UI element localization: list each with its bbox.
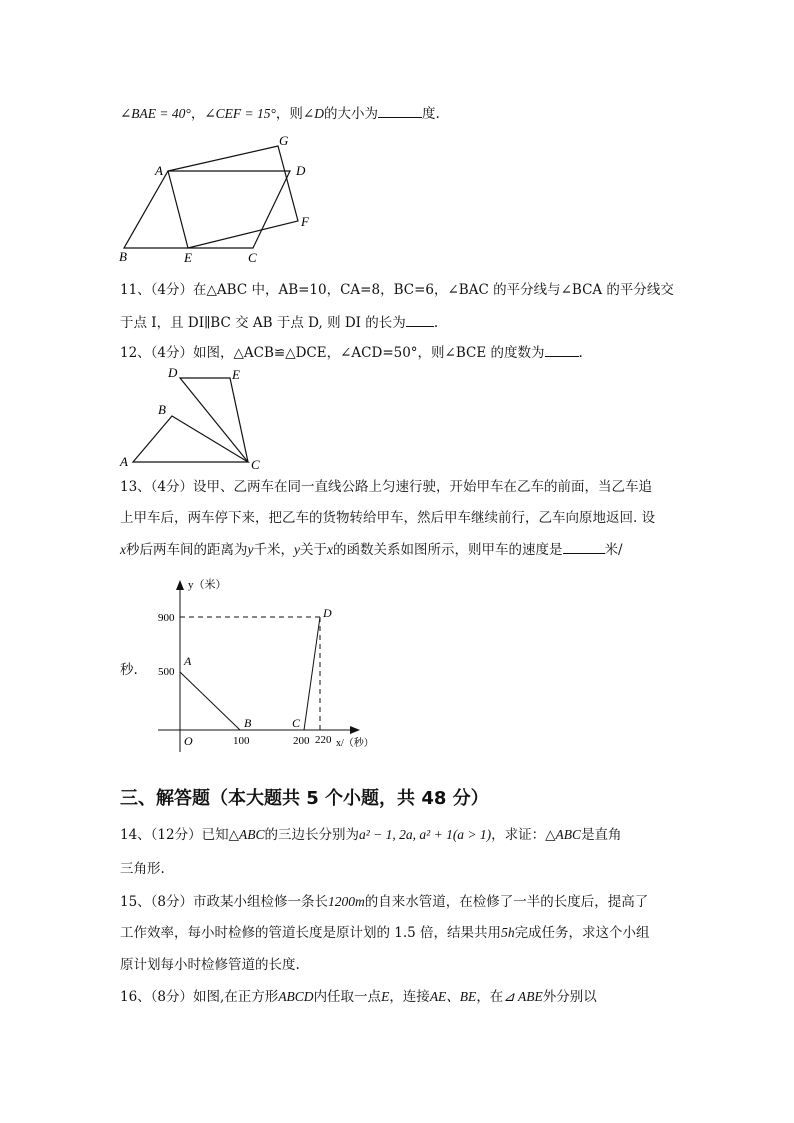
q13-l3-e: 米/ — [604, 542, 623, 558]
q12-label-e: E — [232, 367, 240, 382]
q16-segments: AE、BE — [429, 989, 477, 1004]
q10-unit: 度. — [421, 106, 440, 122]
q13-point-a: A — [184, 654, 192, 668]
q13-l3-b: 千米， — [253, 542, 294, 558]
q10-label-f: F — [301, 214, 309, 229]
q16-l1-g: ，在 — [476, 989, 504, 1005]
q13-l3-c: 关于 — [300, 542, 327, 558]
q13-y-arrow — [176, 580, 184, 590]
q12-label-d: D — [168, 365, 178, 380]
q13-segment-ab — [180, 672, 240, 730]
q16-square: ABCD — [278, 989, 314, 1004]
q14-l1-c: 的三边长分别为 — [264, 827, 359, 843]
q10-sep: ， — [190, 106, 205, 122]
q16-triangle: ⊿ ABE — [503, 989, 543, 1004]
q10-angle-bae: ∠BAE = 40° — [120, 106, 191, 121]
q11-period: . — [433, 315, 439, 331]
q15-line-2 — [120, 924, 650, 942]
q11-line-1: 11、（4分）在△ABC 中，AB=10，CA=8，BC=6，∠BAC 的平分线与∠BCA 的平分线交 — [120, 282, 674, 298]
q13-point-d: D — [323, 606, 332, 620]
q14-triangle-2: △ABC — [545, 827, 582, 842]
q14-side-lengths: a² − 1, 2a, a² + 1(a > 1) — [359, 827, 492, 842]
q11-line-2-text: 于点 I，且 DI∥BC 交 AB 于点 D, 则 DI 的长为 — [120, 315, 406, 331]
q13-var-x2: x — [327, 542, 333, 557]
q15-hours: 5h — [501, 925, 515, 940]
q13-ytick-900: 900 — [158, 612, 175, 624]
q13-point-c: C — [292, 716, 301, 730]
q14-l1-e: ，求证： — [491, 827, 546, 843]
q10-label-e: E — [184, 250, 192, 265]
q13-line-2: 上甲车后，两车停下来，把乙车的货物转给甲车，然后甲车继续前行，乙车向原地返回. 设 — [120, 510, 656, 526]
q10-label-a: A — [155, 163, 163, 178]
q15-l1-a: 15、（8分）市政某小组检修一条长 — [120, 894, 329, 910]
q13-origin: O — [184, 734, 193, 748]
q10-label-b: B — [119, 249, 127, 264]
q14-l1-a: 14、（12分）已知 — [120, 827, 229, 843]
q14-line-1 — [120, 826, 622, 844]
q10-angle-d: ∠D — [302, 106, 324, 121]
q15-line-3: 原计划每小时检修管道的长度. — [120, 957, 300, 973]
q15-l2-a: 工作效率，每小时检修的管道长度是原计划的 1.5 倍，结果共用 — [120, 925, 502, 941]
q13-xtick-200: 200 — [293, 735, 310, 747]
q10-label-c: C — [248, 250, 257, 265]
q15-l1-c: 的自来水管道，在检修了一半的长度后，提高了 — [364, 894, 649, 910]
q16-line-1 — [120, 988, 597, 1006]
q15-line-1 — [120, 893, 648, 911]
q10-label-g: G — [279, 133, 289, 148]
q12-line-1-text: 12、（4分）如图，△ACB≌△DCE，∠ACD=50°，则∠BCE 的度数为 — [120, 345, 545, 361]
q16-l1-e: ，连接 — [389, 989, 430, 1005]
q16-l1-a: 16、（8分）如图,在正方形 — [120, 989, 279, 1005]
q13-segment-cd — [304, 617, 320, 730]
q14-line-2: 三角形. — [120, 861, 165, 877]
q13-point-b: B — [244, 716, 252, 730]
q14-triangle-1: △ABC — [228, 827, 265, 842]
q10-size-of: 的大小为 — [323, 106, 378, 122]
q10-label-d: D — [296, 163, 306, 178]
q12-label-c: C — [251, 457, 260, 472]
q16-l1-i: 外分别以 — [542, 989, 597, 1005]
q16-l1-c: 内任取一点 — [313, 989, 382, 1005]
q13-ytick-500: 500 — [158, 666, 175, 678]
q13-l3-d: 的函数关系如图所示，则甲车的速度是 — [333, 542, 563, 558]
q10-then: ，则 — [275, 106, 303, 122]
q15-length: 1200m — [328, 894, 365, 909]
q12-label-a: A — [120, 454, 128, 469]
q10-angle-cef: ∠CEF = 15° — [204, 106, 276, 121]
q13-var-y: y — [247, 542, 254, 557]
q13-xtick-220: 220 — [315, 734, 332, 746]
q13-ylabel: y（米） — [188, 579, 227, 591]
q15-l2-c: 完成任务，求这个小组 — [514, 925, 650, 941]
q16-point-e: E — [381, 989, 390, 1004]
q13-l3-a: 秒后两车间的距离为 — [126, 542, 248, 558]
q13-line-4: 秒. — [120, 662, 138, 678]
q13-x-arrow — [350, 726, 360, 734]
q13-var-x: x — [120, 542, 126, 557]
q13-var-y2: y — [294, 542, 300, 557]
q13-line-1: 13、（4分）设甲、乙两车在同一直线公路上匀速行驶，开始甲车在乙车的前面，当乙车追 — [120, 479, 653, 495]
q14-l1-g: 是直角 — [581, 827, 622, 843]
section-3-heading: 三、解答题（本大题共 5 个小题，共 48 分） — [120, 788, 489, 809]
q12-period: . — [578, 345, 583, 361]
q13-xlabel: x/（秒） — [336, 738, 374, 749]
q12-label-b: B — [158, 402, 166, 417]
q13-xtick-100: 100 — [233, 735, 250, 747]
